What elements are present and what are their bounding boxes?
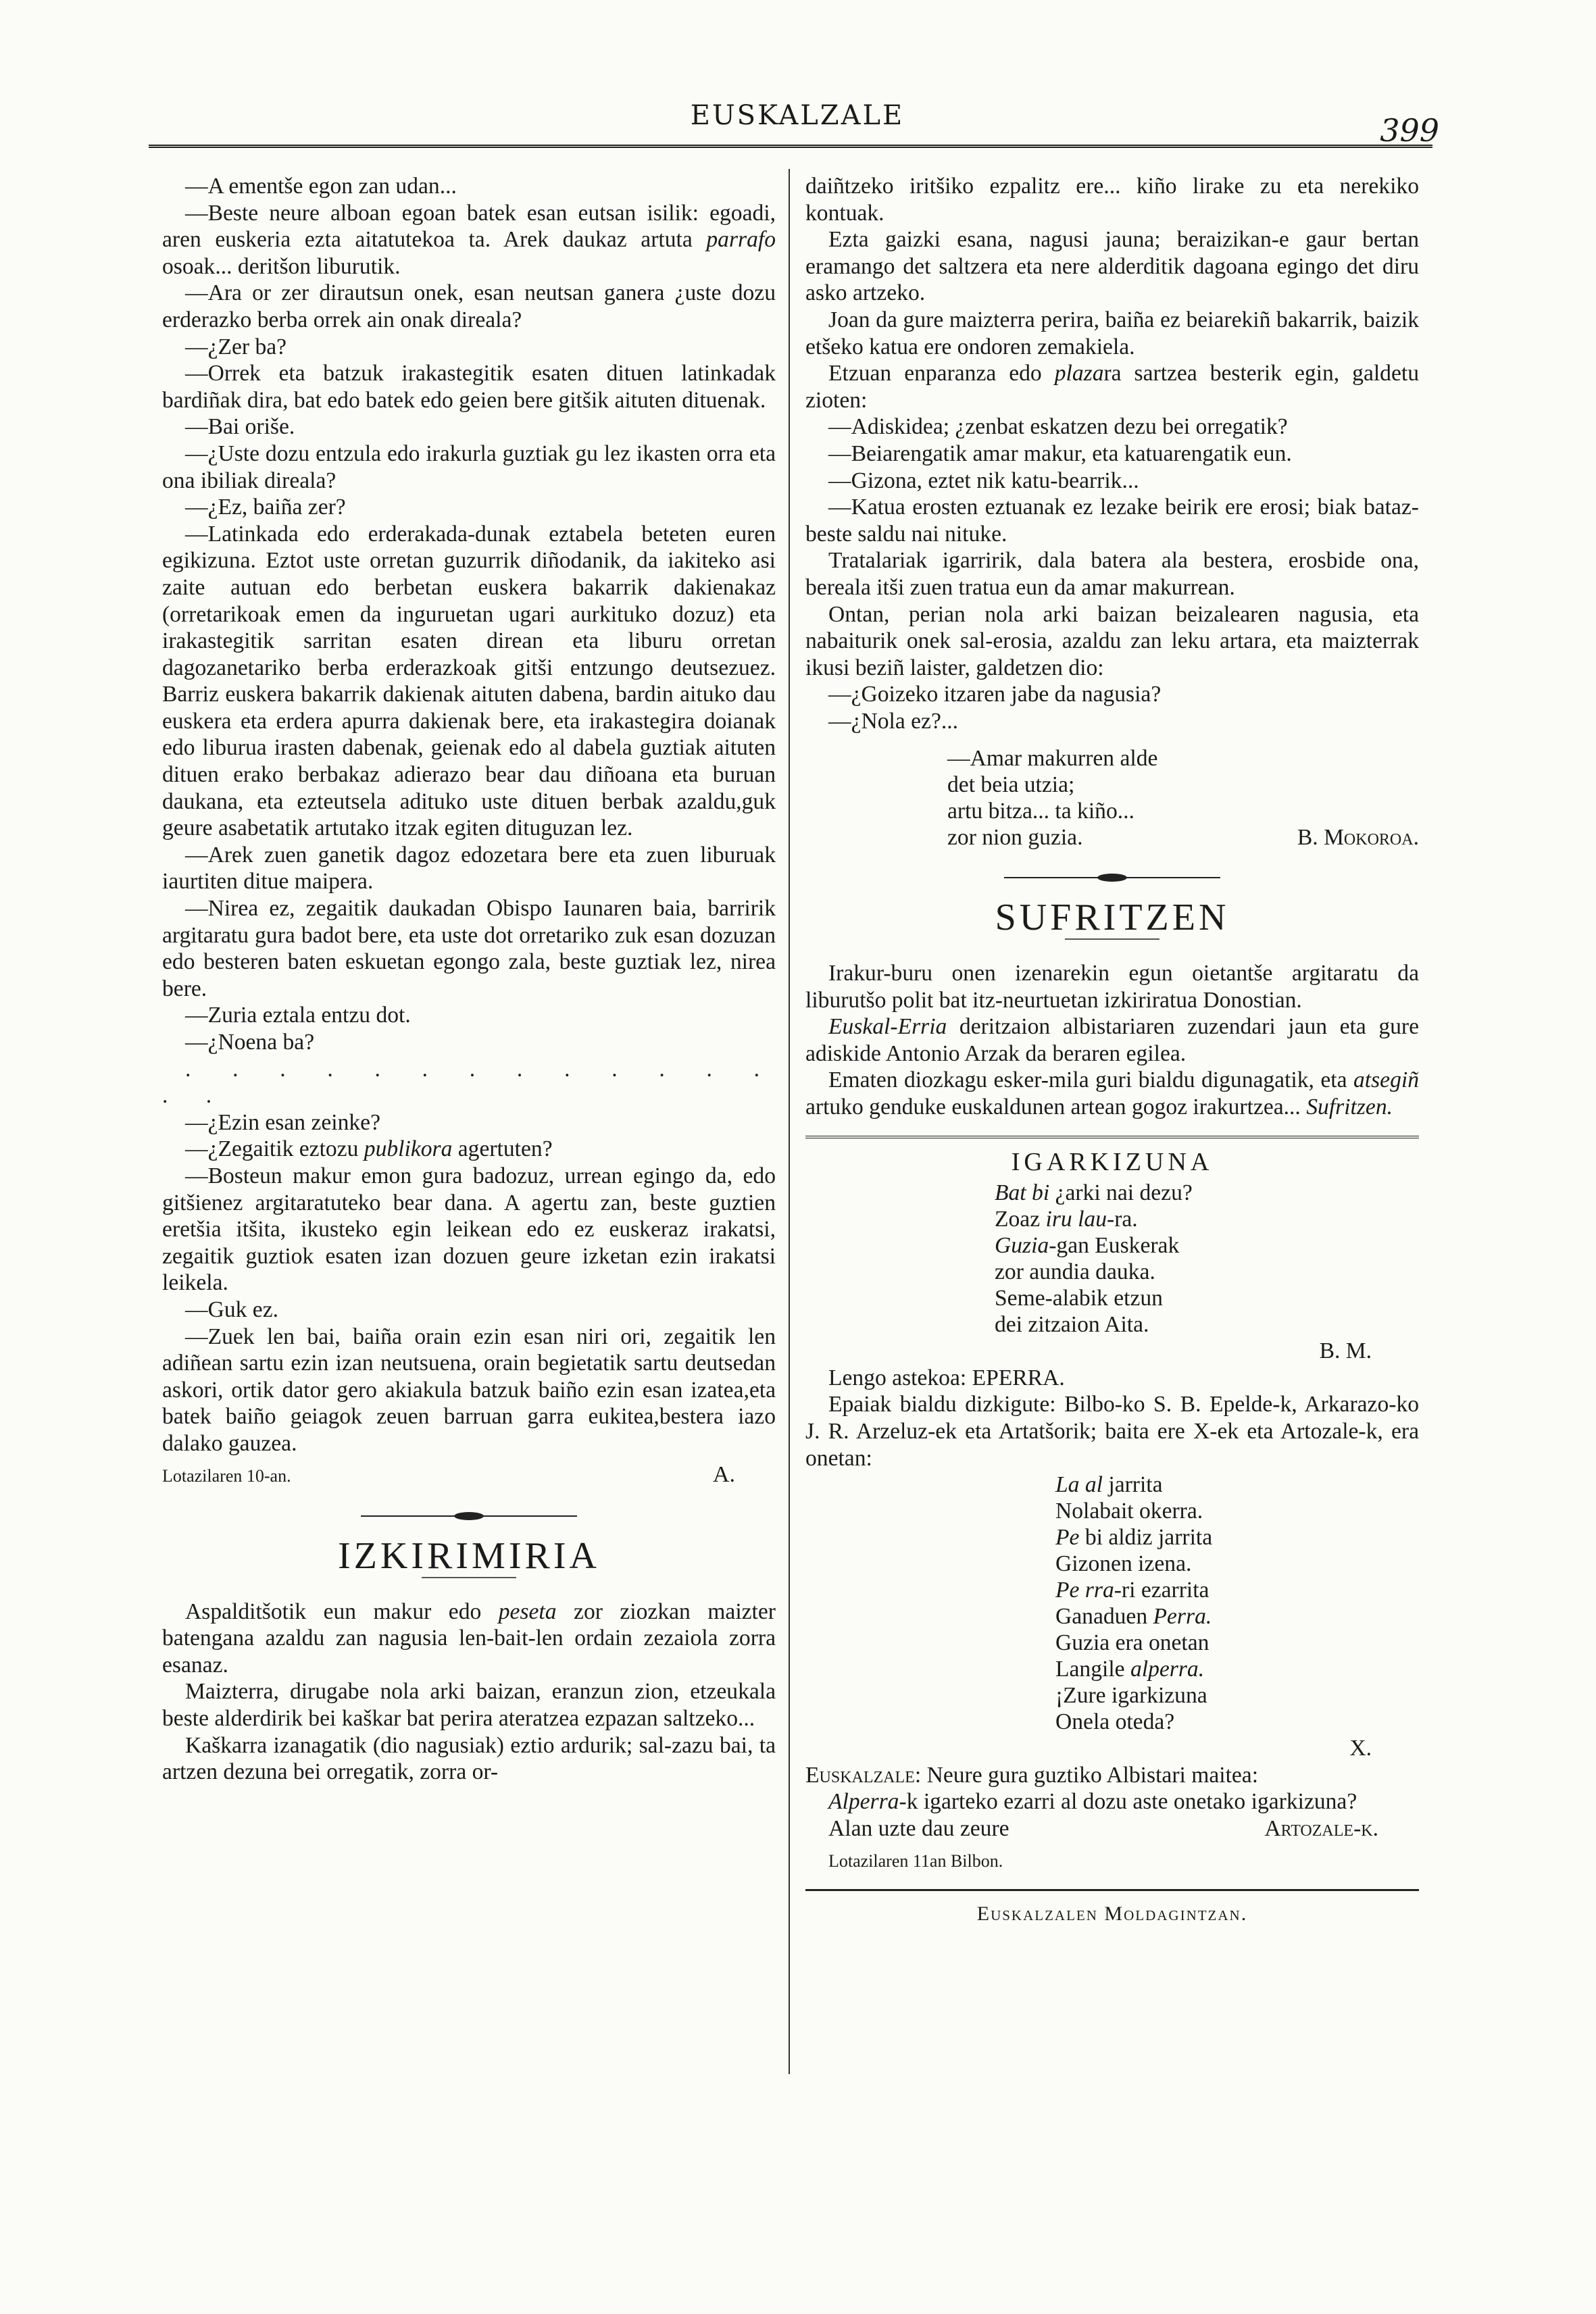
paragraph (162, 1599, 776, 1679)
paragraph: —Zuek len bai, baiña orain ezin esan niri ori, zegaitik len adiñean sartu ezin izan neutsuena, orain begietatik sartu deutsedan askori, ortik dator gero akiakula batzuk baiño ezin esan izatea,eta batek baiño geiagok zeuen barruan garra eukitea,bestera iazo dalako gauzea. (162, 1324, 776, 1456)
ornament-divider (361, 1509, 577, 1523)
ellipsis-line: . . . . . . . . . . . . . . . (162, 1056, 776, 1109)
paragraph (805, 360, 1419, 413)
paragraph-text: agertuten? (457, 1136, 553, 1162)
section-title-igarkizuna: IGARKIZUNA (1011, 1147, 1214, 1176)
section-title-sufritzen: SUFRITZEN (995, 897, 1230, 939)
paragraph: —Bosteun makur emon gura badozuz, urrean egingo da, edo gitšienez argitaratuteko bear dana. A agertu zan, beste guztien eretšia itšita, ikusteko egin leikean edo ez euskeraz irakatsi, zegaitik guztiok esaten izan dozuen geure izketan ezin irakatsi leikela. (162, 1163, 776, 1296)
header-rule (149, 145, 1432, 148)
paragraph: —Adiskidea; ¿zenbat eskatzen dezu bei orregatik? (828, 414, 1288, 440)
paragraph-text: deritzaion albistariaren zuzendari jaun eta gure adiskide Antonio Arzak da beraren egilea. (805, 1014, 1419, 1066)
section-rule (805, 1136, 1419, 1138)
paragraph-text: Alan uzte dau zeure (828, 1815, 1009, 1841)
column-divider (789, 169, 790, 2074)
verse-line: zor aundia dauka. (995, 1259, 1155, 1285)
signature: Artozale-k. (1264, 1815, 1378, 1841)
paragraph: Irakur-buru onen izenarekin egun oietantše argitaratu da liburutšo polit bat itz-neurtuetan izkiriratua Donostian. (805, 961, 1419, 1013)
verse-line (1055, 1577, 1419, 1603)
paragraph: —Bai oriše. (185, 414, 295, 440)
paragraph (805, 1013, 1419, 1067)
verse-line: Onela oteda? (1055, 1709, 1175, 1735)
page-number: 399 (1380, 112, 1439, 149)
paragraph: Kaškarra izanagatik (dio nagusiak) eztio ardurik; sal-zazu bai, ta artzen dezuna bei orregatik, zorra or- (162, 1732, 776, 1785)
paragraph: —¿Zer ba? (185, 334, 287, 359)
paragraph: —Gizona, eztet nik katu-bearrik... (828, 468, 1139, 493)
paragraph-text: Ematen diozkagu esker-mila guri bialdu digunagatik, eta (828, 1067, 1347, 1093)
riddle-verse (805, 1180, 1419, 1338)
verse-line (1055, 1656, 1419, 1682)
section-title-izkirimiria: IZKIRIMIRIA (338, 1535, 600, 1578)
italic-word: Pe rra (1055, 1578, 1114, 1603)
italic-word: La al (1055, 1472, 1103, 1498)
paragraph (805, 1067, 1419, 1120)
verse-line-with-signature (947, 824, 1419, 851)
paragraph: —Arek zuen ganetik dagoz edozetara bere eta zuen liburuak iaurtiten ditue maipera. (162, 842, 776, 895)
italic-word: plaza (1054, 361, 1104, 386)
paragraph (805, 1788, 1419, 1815)
page-header (149, 100, 1446, 147)
italic-word: iru lau (1045, 1207, 1107, 1232)
verse-text: -ra. (1107, 1207, 1138, 1232)
paragraph: Tratalariak igarririk, dala batera ala bestera, erosbide ona, bereala itši zuen tratua eun da amar makurrean. (805, 548, 1419, 600)
verse-line: det beia utzia; (947, 772, 1075, 798)
paragraph: Joan da gure maizterra perira, baiña ez beiarekiñ bakarrik, baizik etšeko katua ere ondoren zemakiela. (805, 307, 1419, 359)
right-column (805, 173, 1419, 1928)
signature: B. M. (1319, 1338, 1372, 1364)
verse-line: Seme-alabik etzun (995, 1286, 1163, 1311)
signature-row (162, 1457, 776, 1490)
paragraph-text: -k igarteko ezarri al dozu aste onetako igarkizuna? (899, 1789, 1357, 1815)
verse-text: -ri ezarrita (1114, 1578, 1210, 1603)
paragraph: —Zuria eztala entzu dot. (185, 1003, 411, 1028)
signature-row (805, 1815, 1419, 1842)
verse (805, 745, 1419, 851)
ornament-divider (1004, 871, 1220, 884)
verse-line: dei zitzaion Aita. (995, 1312, 1149, 1338)
dateline: Lotazilaren 10-an. (162, 1465, 291, 1486)
verse-line: artu bitza... ta kiño... (947, 799, 1134, 824)
paragraph: —Guk ez. (185, 1297, 279, 1322)
italic-word: Sufritzen. (1306, 1095, 1393, 1120)
verse-line (995, 1180, 1419, 1206)
verse-line: Guzia era onetan (1055, 1630, 1210, 1656)
paragraph: —¿Noena ba? (185, 1030, 315, 1055)
paragraph: daiñtzeko iritšiko ezpalitz ere... kiño lirake zu eta nerekiko kontuak. (805, 174, 1419, 226)
italic-word: peseta (498, 1599, 557, 1624)
dateline: Lotazilaren 11an Bilbon. (828, 1851, 1003, 1871)
paragraph: —Nirea ez, zegaitik daukadan Obispo Iaunaren baia, barririk argitaratu gura badot bere, eta uste dot orretariko zuk esan dozuzan edo besteren baten eskuetan egongo zala, beste guztiak lez, nirea bere. (162, 896, 776, 1001)
paragraph: —Beiarengatik amar makur, eta katuarengatik eun. (828, 441, 1292, 466)
italic-word: Guzia (995, 1233, 1049, 1259)
footer-rule (805, 1889, 1419, 1891)
paragraph-text: zor ziozkan maizter batengana azaldu zan nagusia len-bait-len ordain zezaiola zorra esanaz. (162, 1599, 776, 1678)
paragraph: Ontan, perian nola arki baizan beizalearen nagusia, eta nabaiturik onek sal-erosia, azaldu zan leku artara, eta maizterrak ikusi beziñ laister, galdetzen dio: (805, 601, 1419, 680)
paragraph-text: ra sartzea besterik egin, galdetu zioten: (805, 361, 1419, 413)
verse-line (995, 1232, 1419, 1259)
paragraph-text: artuko genduke euskaldunen artean gogoz irakurtzea... (805, 1095, 1301, 1120)
paragraph-text: osoak... deritšon liburutik. (162, 253, 401, 279)
italic-word: Bat bi (995, 1180, 1050, 1206)
paragraph-text: Aspalditšotik eun makur edo (185, 1599, 482, 1624)
italic-word: atsegiñ (1353, 1067, 1419, 1093)
paragraph (162, 200, 776, 280)
italic-word: parrafo (706, 227, 776, 253)
signature: A. (712, 1461, 735, 1487)
paragraph: —Orrek eta batzuk irakastegitik esaten dituen latinkadak bardiñak dira, bat edo batek edo geien bere gitšik aituten dituenak. (162, 361, 776, 413)
italic-word: Euskal-Erria (828, 1014, 947, 1040)
answer-verse (805, 1472, 1419, 1735)
label: Euskalzale: (805, 1762, 922, 1788)
paragraph-text: Etzuan enparanza edo (828, 361, 1042, 386)
verse-line (1055, 1472, 1419, 1498)
verse-text: ¿arki nai dezu? (1049, 1180, 1193, 1206)
paragraph: —¿Ez, baiña zer? (185, 495, 346, 520)
verse-text: Langile (1055, 1657, 1130, 1682)
verse-line: Nolabait okerra. (1055, 1499, 1203, 1524)
verse-line: zor nion guzia. (947, 825, 1083, 851)
verse-text: Zoaz (995, 1207, 1046, 1232)
verse-line (995, 1206, 1419, 1232)
paragraph: —¿Ezin esan zeinke? (185, 1109, 380, 1135)
printer-imprint: Euskalzalen Moldagintzan. (976, 1903, 1248, 1926)
verse-line: —Amar makurren alde (947, 746, 1158, 772)
italic-word: Pe (1055, 1525, 1080, 1551)
verse-text: jarrita (1102, 1472, 1163, 1498)
italic-word: alperra. (1130, 1657, 1205, 1682)
verse-text: Ganaduen (1055, 1604, 1153, 1630)
paragraph: —Ara or zer dirautsun onek, esan neutsan ganera ¿uste dozu erderazko berba orrek ain onak direala? (162, 280, 776, 332)
paragraph (162, 1136, 776, 1163)
paragraph: Ezta gaizki esana, nagusi jauna; beraizikan-e gaur bertan eramango det saltzera eta nere alderditik dagoana egingo det diru asko artzeko. (805, 227, 1419, 306)
paragraph-text: Neure gura guztiko Albistari maitea: (926, 1762, 1259, 1788)
verse-text: bi aldiz jarrita (1079, 1525, 1213, 1551)
left-column (162, 173, 776, 1786)
paragraph: —Latinkada edo erderakada-dunak eztabela beteten euren egikizuna. Eztot uste orretan guzurrik diñodanik, da iakiteko asi zaite autuan edo berbetan euskera bakarrik dakienakaz (orretarikoak emen da inguruetan ugari aurkituko dozuz) eta irakastegitik sarritan esaten direan eta liburu orretan dagozanetariko berba erderazkoak gitši entzungo deutsezuez. Barriz euskera bakarrik dakienak aituten dabena, bardin aituko dau euskera eta erdera apurra dakienak bere, eta irakastegira doianak edo liburua irasten dabenak, geienak edo al dabela guztiak aituten dituen erako berbakaz adierazo bear dau diñoana eta buruan daukana, eta ezteutsela adituko uste dituen berbak azaldu,guk geure asabetatik artutako itzak egiten dituguzan lez. (162, 521, 776, 841)
paragraph: —A ementše egon zan udan... (185, 174, 457, 199)
paragraph: —Katua erosten eztuanak ez lezake beirik ere erosi; biak bataz-beste saldu nai nituke. (805, 495, 1419, 547)
running-title: EUSKALZALE (690, 100, 905, 131)
paragraph: —¿Goizeko itzaren jabe da nagusia? (828, 682, 1162, 707)
paragraph: —¿Nola ez?... (828, 708, 959, 734)
verse-line: Gizonen izena. (1055, 1551, 1192, 1577)
italic-word: publikora (364, 1136, 453, 1162)
title-underline (1065, 938, 1159, 940)
paragraph-text: —Beste neure alboan egoan batek esan eutsan isilik: egoadi, aren euskeria ezta aitatutekoa ta. Arek daukaz artuta (162, 200, 776, 253)
verse-line (1055, 1603, 1419, 1630)
paragraph: —¿Uste dozu entzula edo irakurla guztiak gu lez ikasten orra eta ona ibiliak direala? (162, 441, 776, 493)
verse-text: -gan Euskerak (1049, 1233, 1180, 1259)
paragraph (805, 1762, 1419, 1789)
italic-word: Alperra (828, 1789, 899, 1815)
verse-line (1055, 1524, 1419, 1551)
signature: B. Mokoroa. (1297, 825, 1419, 851)
paragraph: Lengo astekoa: EPERRA. (828, 1365, 1065, 1390)
paragraph: Maizterra, dirugabe nola arki baizan, eranzun zion, etzeukala beste alderdirik bei kaškar bat perira ateratzea ezpazan saltzeko... (162, 1679, 776, 1732)
verse-line: ¡Zure igarkizuna (1055, 1683, 1207, 1709)
italic-word: Perra. (1153, 1604, 1212, 1630)
paragraph-text: —¿Zegaitik eztozu (185, 1136, 359, 1162)
signature: X. (1349, 1736, 1372, 1761)
paragraph: Epaiak bialdu dizkigute: Bilbo-ko S. B. Epelde-k, Arkarazo-ko J. R. Arzeluz-ek eta Artatšorik; baita ere X-ek eta Artozale-k, era onetan: (805, 1392, 1419, 1471)
